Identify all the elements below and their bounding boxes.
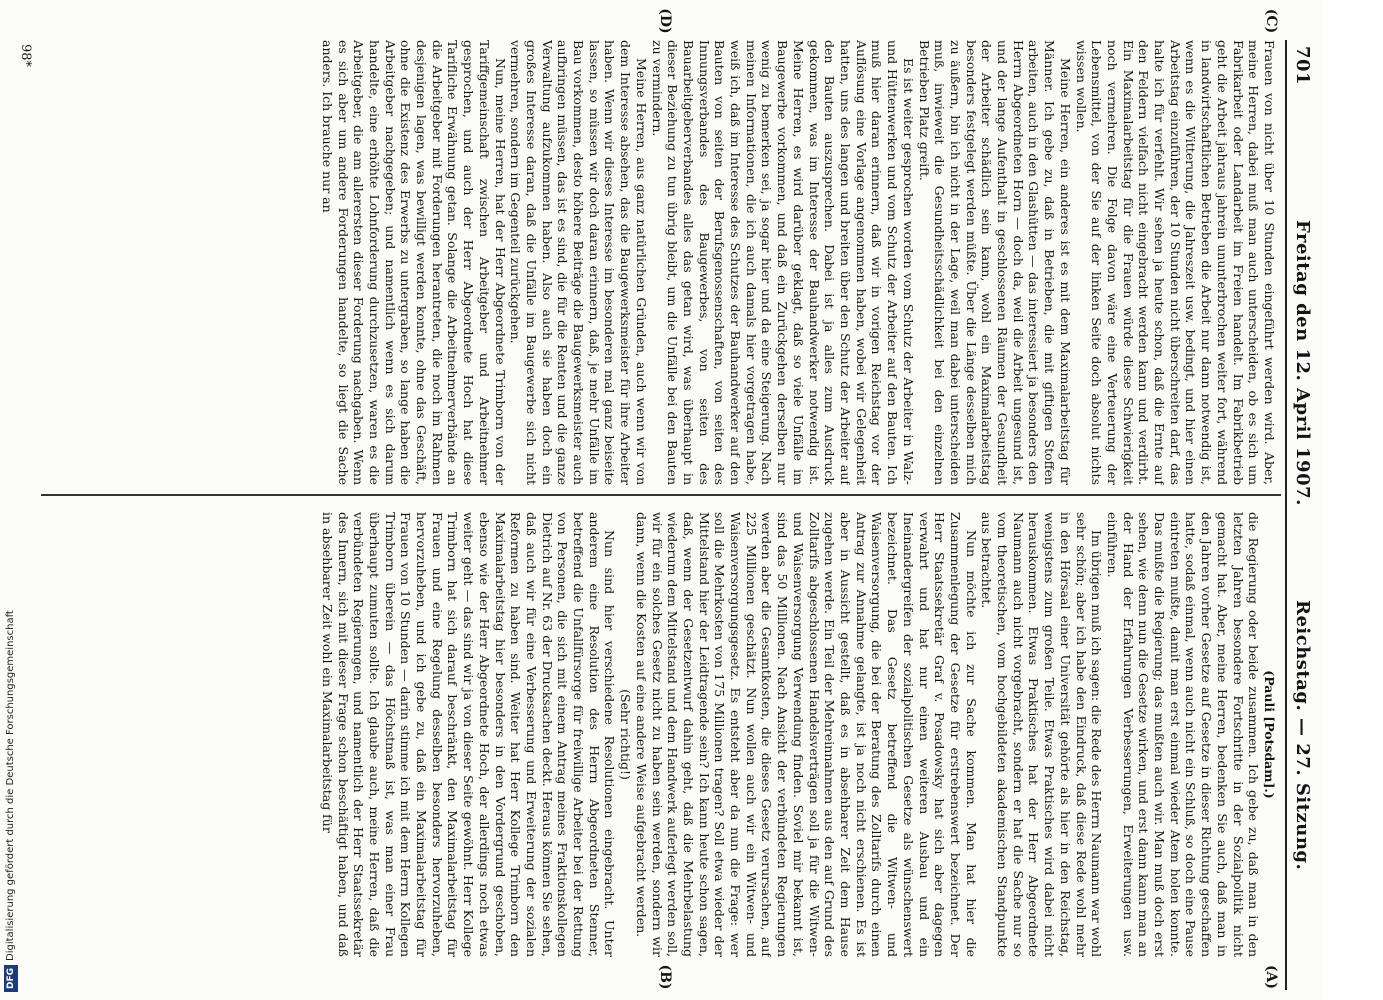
page-number: 701 <box>1292 46 1313 86</box>
dfg-logo: DFG <box>4 965 18 992</box>
speaker-label: (Pauli [Potsdam].) <box>1262 670 1277 799</box>
left-paragraph: (Sehr richtig!) <box>618 689 634 780</box>
left-paragraph: Nun möchte ich zur Sache kommen. Man hat hier die Zusammenlegung der Gesetze für erstrebenswert bezeichnet. Der Herr Staatssekretär Graf v. Posadowsky hat sich aber dagegen verwahrt und hat nur einen weiteren Ausbau und ein Ineinandergreifen der sozialpolitischen Gesetze als wünschenswert bezeichnet. Das Gesetz betreffend die Witwen- und Waisenversorgung, die bei der Beratung des Zolltarifs durch einen Antrag zur Annahme gelangte, ist ja noch nicht erschienen. Es ist aber in Aussicht gestellt, daß es in absehbarer Zeit dem Hause zugehen werde. Ein Teil der Mehreinnahmen aus den auf Grund des Zolltarifs abgeschlossenen Handelsverträgen soll ja für die Witwen- und Waisenversorgung Verwendung finden. Soviel mir bekannt ist, sind das 50 Millionen. Nach Ansicht der verbündeten Regierungen werden aber die Gesamtkosten, die dieses Gesetz verursachen, auf 225 Millionen geschätzt. Nun wollen auch wir ein Witwen- und Waisenversorgungsgesetz. Es entsteht aber da nun die Frage: wer soll die Mehrkosten von 175 Millionen tragen? Soll etwa wieder der Mittelstand hier der Leidtragende sein? Ich kann heute schon sagen, daß, wenn der Gesetzentwurf dahin geht, daß die Mehrbelastung wiederum dem Mittelstand und dem Handwerk auferlegt werden soll, wir für ein solches Gesetz nicht zu haben sein werden, sondern wir dann, wenn die Kosten auf eine andere Weise aufgebracht werden. <box>633 512 979 957</box>
margin-letter-b: (B) <box>657 964 673 990</box>
signature-mark: 98* <box>18 44 33 68</box>
right-column <box>27 40 1277 485</box>
left-column <box>27 512 1277 957</box>
left-paragraph: die Regierung oder beide zusammen. Ich gebe zu, daß man in den letzten Jahren besondere Fortschritte in der Sozialpolitik nicht gemacht hat. Aber, meine Herren, bedenken Sie auch, daß man in den Jahren vorher Gesetze auf Gesetze in dieser Richtung geschaffen hatte, sodaß einmal, wenn auch nicht ein Schluß, so doch eine Pause eintreten mußte, damit man erst einmal wieder Atem holen konnte. Das mußte die Regierung; das mußten auch wir. Man muß doch erst sehen, wie denn nun die Gesetze wirken, und erst dann kann man an der Hand der Erfahrungen Verbesserungen, Erweiterungen usw. einführen. <box>1104 512 1262 957</box>
right-paragraph: Es ist weiter gesprochen worden vom Schutz der Arbeiter in Walz- und Hüttenwerken und vom Schutz der Arbeiter auf den Bauten. Ich muß hier daran erinnern, daß wir in vorigen Reichstag vor der Auflösung eine Vorlage angenommen haben, wobei wir Gelegenheit hatten, uns des langen und breiten über den Schutz der Arbeiter auf den Bauten auszusprechen. Dabei ist ja alles zum Ausdruck gekommen, was im Interesse der Bauhandwerker notwendig ist. Meine Herren, es wird darüber geklagt, daß so viele Unfälle im Baugewerbe vorkommen, und daß ein Zurückgehen derselben nur wenig zu bemerken sei, ja sogar hier und da eine Steigerung. Nach meinen Informationen, die ich auch damals hier vorgetragen habe, weiß ich, daß im Interesse des Schutzes der Bauhandwerker auf den Bauten von seiten der Berufsgenossenschaften, von seiten des Innungsverbandes des Baugewerbes, von seiten des Bauarbeitgeberverbandes alles das getan wird, was überhaupt in dieser Beziehung zu tun übrig bleibt, um die Unfälle bei den Bauten zu vermindern. <box>649 40 916 485</box>
right-paragraph: Nun, meine Herren, hat der Herr Abgeordnete Trimborn von der Tariffgemeinschaft zwischen Arbeitgeber und Arbeitnehmer gesprochen, und auch der Herr Abgeordnete Hoch hat diese Tarifliche Erwähnung getan. Solange die Arbeitnehmerverbände an die Arbeitgeber mit Forderungen herantreten, die noch im Rahmen desjenigen lagen, was bewilligt werden konnte, ohne das Geschäft, ohne die Existenz des Erwerbs zu untergraben, so lange haben die Arbeitgeber nachgegeben; und namentlich wenn es sich darum handelte, eine erhöhte Lohnforderung durchzusetzen, waren es die Arbeitgeber, die am allerersten dieser Forderung nachgaben. Wenn es sich aber um andere Forderungen handelte, so liegt die Sache anders. Ich brauche nur an <box>319 40 508 485</box>
header-title-session: Reichstag. — 27. Sitzung. <box>1292 600 1313 871</box>
page-header <box>1285 40 1317 990</box>
margin-letter-c: (C) <box>1263 8 1279 34</box>
left-paragraph: Im übrigen muß ich sagen: die Rede des Herrn Naumann war wohl sehr schön; aber ich habe den Eindruck, daß diese Rede wohl mehr in den Hörsaal einer Universität gehörte als hier in den Reichstag, wenigstens zum großen Teile. Etwas Praktisches wird dabei nicht herauskommen. Etwas Praktisches hat der Herr Abgeordnete Naumann auch nicht vorgebracht, sondern er hat die Sache nur so vom theoretischen, vom hochgebildeten akademischen Standpunkte aus betrachtet. <box>979 512 1105 957</box>
digitization-credit <box>2 0 20 1000</box>
right-paragraph: Frauen von nicht über 10 Stunden eingeführt werden wird. Aber, meine Herren, dabei muß man auch unterscheiden, ob es sich um Fabrikarbeit oder Landarbeit im Freien handelt. Im Fabrikbetrieb geht die Arbeit jahraus jahrein ununterbrochen weiter fort, während in landwirtschaftlichen Betrieben die Arbeit nur dann notwendig ist, wenn es die Witterung, die Jahreszeit usw. bedingt, und hier einen Arbeitstag einzuführen, der 10 Stunden nicht überschreiten darf, das halte ich für verfehlt. Wir sehen ja heute schon, daß die Ernte auf den Feldern vielfach nicht eingebracht werden kann und verdirbt. Ein Maximalarbeitstag für die Frauen würde diese Schwierigkeit noch vermehren. Die Folge davon wäre eine Verteuerung der Lebensmittel, von der Sie auf der linken Seite doch absolut nichts wissen wollen. <box>1073 40 1277 485</box>
right-paragraph: Meine Herren, aus ganz natürlichen Gründen, auch wenn wir von dem Interesse absehen, das die Baugewerksmeister für ihre Arbeiter haben. Wenn wir dieses Interesse im besonderen mal ganz beiseite lassen, so müssen wir doch daran erinnern, daß, je mehr Unfälle im Bau vorkommen, desto höhere Beiträge die Baugewerksmeister auch aufbringen müssen, das ist es sind, die für die Renten und die ganze Verwaltung aufzukommen haben. Also auch sie haben doch ein großes Interesse daran, daß die Unfälle im Baugewerbe sich nicht vermehren, sondern im Gegenteil zurückgehen. <box>508 40 649 485</box>
margin-letter-a: (A) <box>1263 964 1279 990</box>
header-title-date: Freitag den 12. April 1907. <box>1292 220 1313 506</box>
column-divider <box>41 494 1281 496</box>
left-paragraph: Nun sind hier verschiedene Resolutionen eingebracht. Unter anderem eine Resolution des Herrn Abgeordneten Stenner, betreffend die Unfallfürsorge für freiwillige Arbeiter bei der Rettung von Personen, die sich mit einem Antrag meines Fraktionskollegen Dietrich auf Nr. 63 der Drucksachen deckt. Heraus können Sie sehen, daß auch wir für eine Verbesserung und Erweiterung der sozialen Reformen zu haben sind. Weiter hat Herr Kollege Trimborn den Maximalarbeitstag hier besonders in den Vordergrund geschoben, ebenso wie der Herr Abgeordnete Hoch, der allerdings noch etwas weiter geht — das sind wir ja von dieser Seite gewöhnt. Herr Kollege Trimborn hat sich darauf beschränkt, den Maximalarbeitstag für Frauen und eine Regelung desselben besonders hervorzuheben, hervorzuheben, und ich gebe zu, daß ein Maximalarbeitstag für Frauen von 10 Stunden — darin stimme ich mit dem Herrn Kollegen Trimborn überein — das Höchstmaß ist, was man einer Frau überhaupt zumuten sollte. Ich glaube auch, meine Herren, daß die verbündeten Regierungen, und namentlich der Herr Staatssekretär des Innern, sich mit dieser Frage schon beschäftigt haben, und daß in absehbarer Zeit wohl ein Maximalarbeitstag für <box>319 512 618 957</box>
margin-letter-d: (D) <box>657 8 673 34</box>
credit-text: Digitalisierung gefördert durch die Deutsche Forschungsgemeinschaft <box>5 610 16 961</box>
right-paragraph: Meine Herren, ein anderes ist es mit dem Maximalarbeitstag für Männer. Ich gebe zu, daß in Betrieben, die mit giftigen Stoffen arbeiten, auch in den Glashütten — das interessiert ja besonders den Herrn Abgeordneten Horn — doch da, weil die Arbeit ungesund ist, und der lange Aufenthalt in geschlossenen Räumen der Gesundheit der Arbeiter schädlich sein kann, wohl ein Maximalarbeitstag besonders festgelegt werden müßte. Über die Länge desselben mich zu äußern, bin ich nicht in der Lage, weil man dabei unterscheiden muß, inwieweit die Gesundheitsschädlichkeit bei den einzelnen Betrieben Platz greift. <box>916 40 1073 485</box>
